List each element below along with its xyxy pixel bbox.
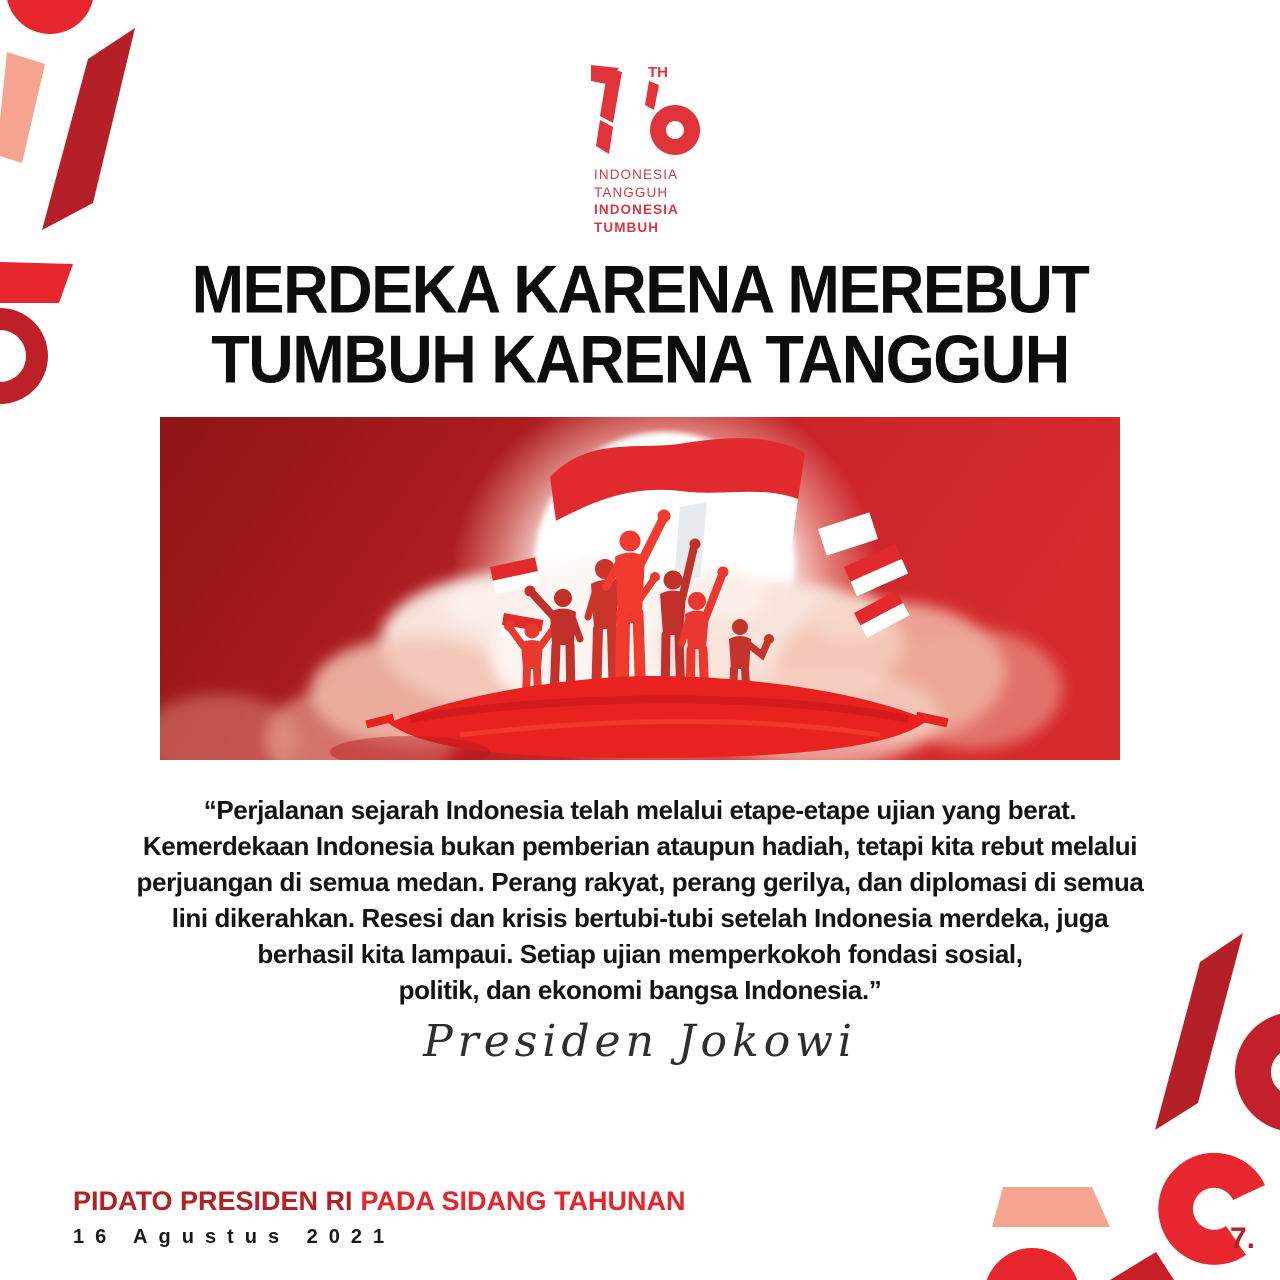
signature-presiden-jokowi: Presiden Jokowi [423, 1016, 857, 1067]
headline-line-2: TUMBUH KARENA TANGGUH [211, 322, 1069, 398]
quote-line-3: perjuangan di semua medan. Perang rakyat, perang gerilya, dan diplomasi di semua [136, 867, 1144, 897]
quote-line-2: Kemerdekaan Indonesia bukan pemberian ataupun hadiah, tetapi kita rebut melalui [142, 831, 1138, 861]
quote-line-5: berhasil kita lampaui. Setiap ujian memperkokoh fondasi sosial, [257, 939, 1023, 969]
footer-title-bright: PADA SIDANG TAHUNAN [360, 1186, 686, 1216]
decor-dark-slash-br-icon [1155, 933, 1243, 1130]
crowd-celebration-illustration [160, 417, 1120, 760]
decor-salmon-trapezoid-icon [992, 1187, 1110, 1227]
footer [73, 1186, 686, 1249]
decor-salmon-parallelogram-icon [0, 52, 45, 163]
logo-line-1: INDONESIA [594, 167, 679, 182]
illustration-banner [160, 417, 1120, 760]
quote-line-4: lini dikerahkan. Resesi dan krisis bertubi-tubi setelah Indonesia merdeka, juga [171, 903, 1109, 933]
page-number: 7. [1230, 1222, 1256, 1255]
logo-76-icon [578, 50, 708, 162]
decor-edge-ring-icon [1253, 1030, 1280, 1114]
logo-suffix: TH [648, 64, 668, 81]
logo-line-4: TUMBUH [594, 219, 660, 235]
headline [0, 252, 1280, 398]
logo-text [594, 166, 728, 236]
decor-dark-slash-icon [42, 28, 135, 230]
headline-line-1: MERDEKA KARENA MEREBUT [191, 252, 1089, 328]
footer-date: 16 Agustus 2021 [73, 1226, 396, 1248]
decor-wedge-icon [1110, 1252, 1174, 1280]
decor-bottom-circle-icon [984, 1248, 1080, 1280]
logo-76th [578, 50, 728, 236]
quote-line-1: “Perjalanan sejarah Indonesia telah melalui etape-etape ujian yang berat. [203, 795, 1077, 825]
logo-line-3: INDONESIA [594, 202, 679, 217]
footer-title [73, 1186, 686, 1217]
quote-line-6: politik, dan ekonomi bangsa Indonesia.” [398, 975, 882, 1005]
logo-line-2: TANGGUH [594, 184, 669, 200]
footer-title-dark: PIDATO PRESIDEN RI [73, 1186, 353, 1216]
decor-circle-top-icon [6, 0, 94, 34]
